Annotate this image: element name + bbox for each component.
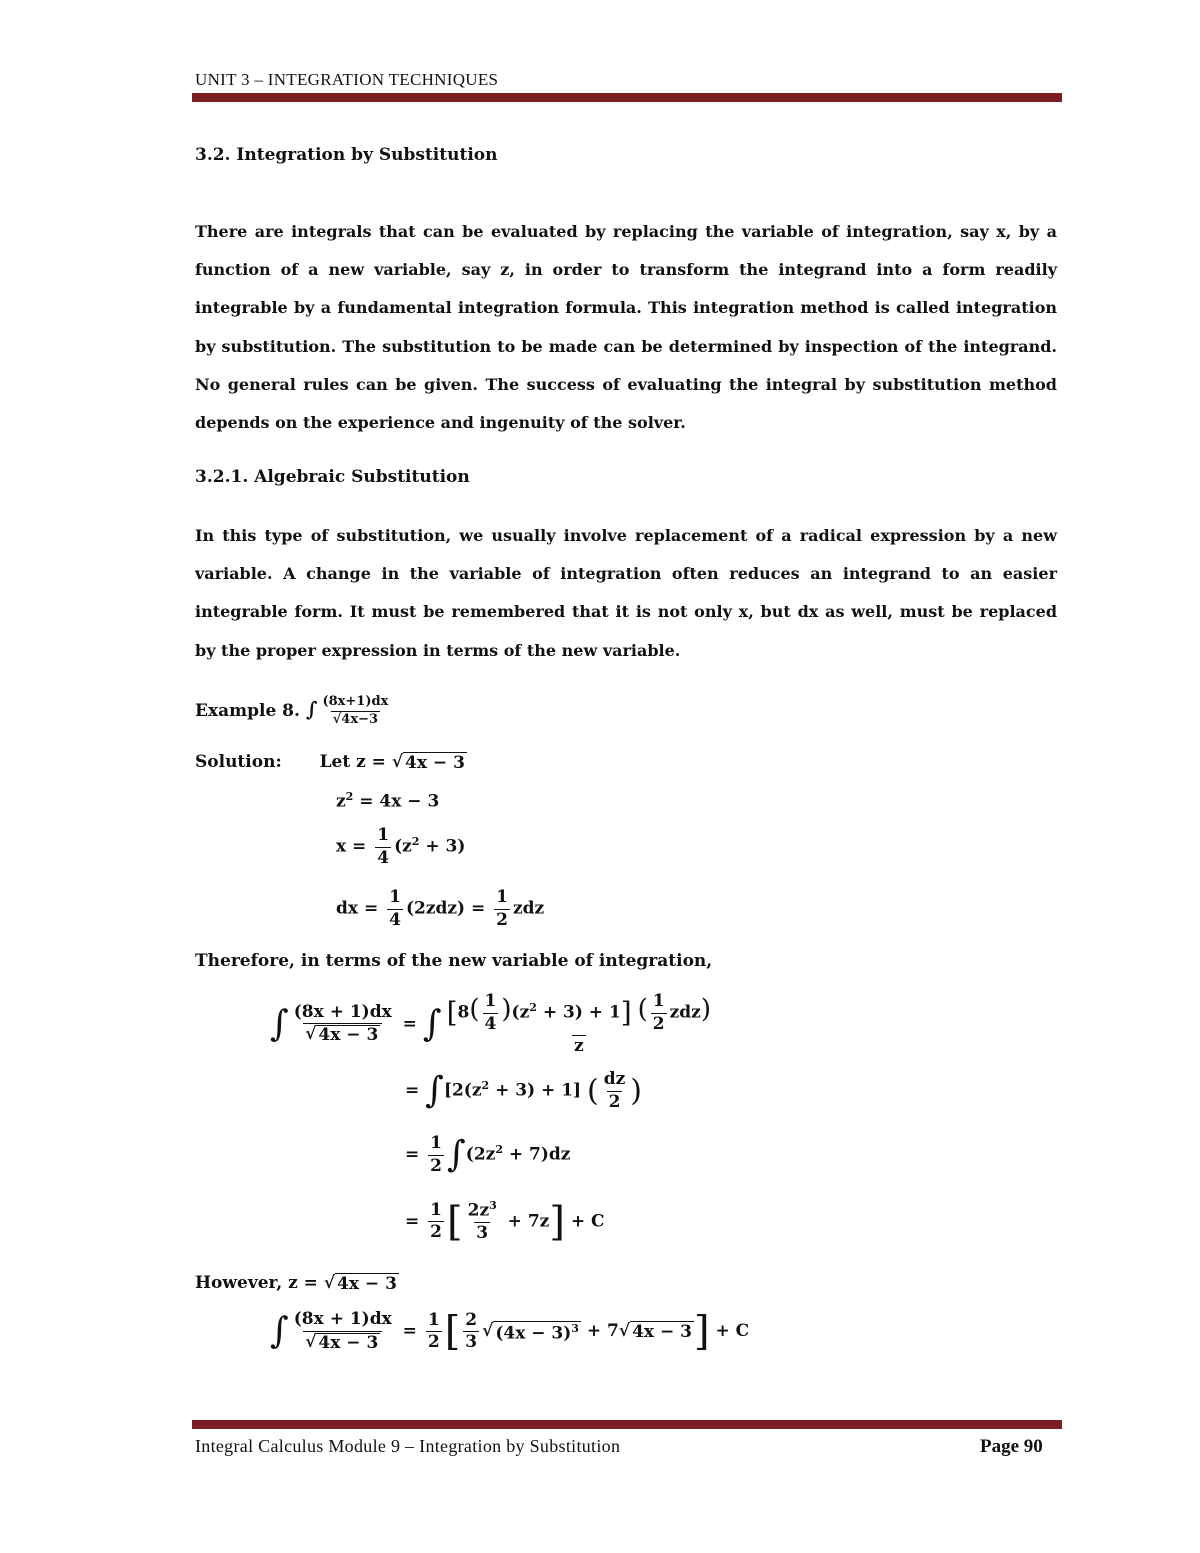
solution-line-3: x = $\frac{1}{4}$ $(z^2 + 3)$	[336, 825, 466, 868]
running-header: UNIT 3 – INTEGRATION TECHNIQUES	[195, 70, 499, 89]
example-label: Example 8.	[195, 700, 300, 721]
subsection-paragraph: In this type of substitution, we usually involve replacement of a radical expression by a new variable. A change in the variable of integration often reduces an integrand to an easier integrable form. It must be remembered that it is not only x, but dx as well, must be replaced by the proper expression in terms of the new variable.	[195, 526, 1057, 660]
footer-page-number: Page 90	[980, 1436, 1043, 1457]
section-heading: 3.2. Integration by Substitution	[195, 145, 498, 165]
therefore-text: Therefore, in terms of the new variable of integration,	[195, 951, 713, 971]
integral-step-2: = $\int[2(z^2 + 3) + 1]$ ( $\frac{dz}{2}$ )	[405, 1069, 642, 1112]
solution-line-2: $z^2 = 4x - 3$	[336, 790, 440, 812]
footer-rule	[192, 1420, 1062, 1429]
however-label: However,	[195, 1273, 283, 1293]
solution-line-1: Solution: Let z = √ 4x − 3	[195, 752, 465, 773]
solution-line-4: dx = $\frac{1}{4}$ (2zdz) = $\frac{1}{2}$ zdz	[336, 887, 545, 930]
integral-step-1: ∫ (8x + 1)dx √ 4x − 3 = ∫ [8( $\frac{1}{4}$ )$(z^2 + 3) + 1$] ( $\frac{1}{2}$ zdz) z	[270, 991, 711, 1057]
integral-step-3: = $\frac{1}{2}$ $\int(2z^2 + 7)dz$	[405, 1133, 571, 1176]
example-statement: Example 8. ∫ $\frac{(8x+1)dx}{√4x-3}$	[195, 694, 389, 727]
let-label: Let	[319, 752, 351, 772]
final-result: ∫ (8x + 1)dx √ 4x − 3 = $\frac{1}{2}$ [ $\frac{2}{3}$ √ $(4x - 3)^3$ + 7 √ 4x − 3 ] + C	[270, 1308, 750, 1355]
header-rule	[192, 93, 1062, 102]
footer-module-title: Integral Calculus Module 9 – Integration by Substitution	[195, 1436, 621, 1456]
integral-step-4: = $\frac{1}{2}$ [ $\frac{2z^3}{3}$ + 7z] + C	[405, 1198, 605, 1245]
solution-label: Solution:	[195, 752, 282, 772]
section-paragraph: There are integrals that can be evaluated by replacing the variable of integration, say x, by a function of a new variable, say z, in order to transform the integrand into a form readily integrable by a fundamental integration formula. This integration method is called integration by substitution. The substitution to be made can be determined by inspection of the integrand. No general rules can be given. The success of evaluating the integral by substitution method depends on the experience and ingenuity of the solver.	[195, 222, 1057, 433]
however-line: However, z = √ 4x − 3	[195, 1273, 397, 1294]
subsection-heading: 3.2.1. Algebraic Substitution	[195, 467, 470, 487]
